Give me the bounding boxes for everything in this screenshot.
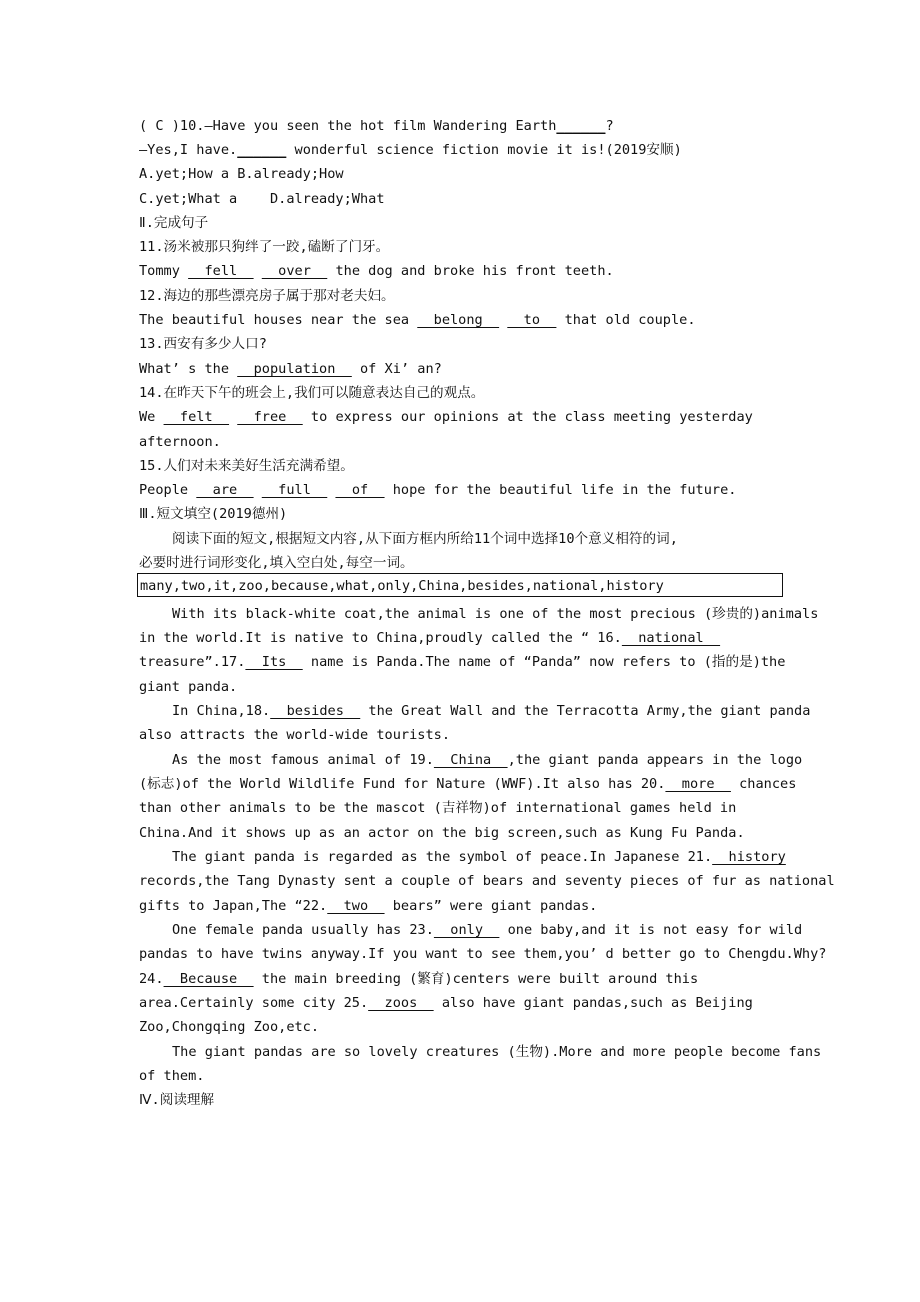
q15-text-1: People bbox=[139, 482, 197, 498]
passage-line-17 bbox=[139, 993, 753, 1015]
passage-line-8 bbox=[139, 774, 796, 796]
q13-text-2: of Xi’ an? bbox=[351, 361, 442, 377]
passage-line-13 bbox=[139, 896, 597, 918]
passage-line-10: China.And it shows up as an actor on the big screen,such as Kung Fu Panda. bbox=[139, 825, 745, 841]
passage-line-1: With its black-white coat,the animal is one of the most precious (珍贵的)animals bbox=[172, 606, 819, 622]
q10-answer-end: wonderful science fiction movie it is!(2019安顺) bbox=[286, 142, 682, 158]
q12-answer-1: belong bbox=[417, 312, 500, 328]
passage-line-9: than other animals to be the mascot (吉祥物)of international games held in bbox=[139, 800, 737, 816]
blank-22-answer: two bbox=[327, 898, 385, 914]
q14-text-1: We bbox=[139, 409, 164, 425]
q10-stem-end: ? bbox=[605, 118, 614, 134]
q15-text-4: hope for the beautiful life in the future. bbox=[384, 482, 737, 498]
q15-english bbox=[139, 480, 736, 502]
passage-text: treasure”.17. bbox=[139, 654, 246, 670]
q10-stem-line bbox=[139, 116, 614, 138]
passage-line-15: pandas to have twins anyway.If you want to see them,you’ d better go to Chengdu.Why? bbox=[139, 946, 827, 962]
q14-text-3: to express our opinions at the class meeting yesterday bbox=[302, 409, 753, 425]
section-3-title: Ⅲ.短文填空(2019德州) bbox=[139, 506, 288, 522]
passage-line-5 bbox=[172, 701, 810, 723]
passage-text: One female panda usually has 23. bbox=[172, 922, 434, 938]
blank-20-answer: more bbox=[665, 776, 731, 792]
blank-25-answer: zoos bbox=[368, 995, 434, 1011]
passage-line-7 bbox=[172, 750, 802, 772]
q10-stem-text: ( C )10.—Have you seen the hot film Wandering Earth bbox=[139, 118, 557, 134]
q14-english bbox=[139, 407, 753, 429]
q11-english bbox=[139, 261, 614, 283]
passage-text: As the most famous animal of 19. bbox=[172, 752, 434, 768]
passage-text: bears” were giant pandas. bbox=[384, 898, 598, 914]
q15-answer-3: of bbox=[335, 482, 385, 498]
q15-answer-2: full bbox=[261, 482, 328, 498]
q12-answer-2: to bbox=[507, 312, 557, 328]
q14-english-cont: afternoon. bbox=[139, 434, 221, 450]
blank-17-answer: Its bbox=[245, 654, 303, 670]
passage-text: the Great Wall and the Terracotta Army,the giant panda bbox=[360, 703, 811, 719]
passage-text: name is Panda.The name of “Panda” now refers to (指的是)the bbox=[302, 654, 786, 670]
passage-text: ,the giant panda appears in the logo bbox=[507, 752, 803, 768]
q15-chinese: 15.人们对未来美好生活充满希望。 bbox=[139, 458, 354, 474]
section-4-title: Ⅳ.阅读理解 bbox=[139, 1092, 215, 1108]
q10-blank-2: ______ bbox=[237, 142, 287, 158]
passage-line-2 bbox=[139, 628, 720, 650]
q12-text-3: that old couple. bbox=[556, 312, 696, 328]
q14-text-2 bbox=[229, 409, 237, 425]
passage-line-12: records,the Tang Dynasty sent a couple of bears and seventy pieces of fur as national bbox=[139, 873, 835, 889]
q15-text-2 bbox=[254, 482, 262, 498]
word-bank-box bbox=[137, 573, 783, 597]
q13-text-1: What’ s the bbox=[139, 361, 238, 377]
q11-text-3: the dog and broke his front teeth. bbox=[327, 263, 614, 279]
passage-text: The giant panda is regarded as the symbol of peace.In Japanese 21. bbox=[172, 849, 713, 865]
section-3-instructions-1: 阅读下面的短文,根据短文内容,从下面方框内所给11个词中选择10个意义相符的词, bbox=[172, 531, 678, 547]
passage-text: (标志)of the World Wildlife Fund for Nature (WWF).It also has 20. bbox=[139, 776, 666, 792]
q14-chinese: 14.在昨天下午的班会上,我们可以随意表达自己的观点。 bbox=[139, 385, 485, 401]
blank-16-answer: national bbox=[621, 630, 721, 646]
q12-english bbox=[139, 310, 696, 332]
q10-options-ab: A.yet;How a B.already;How bbox=[139, 166, 344, 182]
passage-line-3 bbox=[139, 652, 785, 674]
passage-text: also have giant pandas,such as Beijing bbox=[433, 995, 753, 1011]
passage-text: the main breeding (繁育)centers were built around this bbox=[253, 971, 699, 987]
word-bank-words: many,two,it,zoo,because,what,only,China,besides,national,history bbox=[140, 578, 664, 594]
blank-19-answer: China bbox=[433, 752, 508, 768]
blank-21-answer: history bbox=[712, 849, 786, 865]
q11-answer-2: over bbox=[261, 263, 328, 279]
q11-text-1: Tommy bbox=[139, 263, 189, 279]
section-2-title: Ⅱ.完成句子 bbox=[139, 215, 209, 231]
passage-line-19: The giant pandas are so lovely creatures (生物).More and more people become fans bbox=[172, 1044, 822, 1060]
blank-24-answer: Because bbox=[163, 971, 254, 987]
passage-line-6: also attracts the world-wide tourists. bbox=[139, 727, 450, 743]
passage-text: in the world.It is native to China,proudly called the “ 16. bbox=[139, 630, 622, 646]
passage-text: area.Certainly some city 25. bbox=[139, 995, 369, 1011]
q14-answer-1: felt bbox=[163, 409, 230, 425]
q11-chinese: 11.汤米被那只狗绊了一跤,磕断了门牙。 bbox=[139, 239, 390, 255]
section-3-instructions-2: 必要时进行词形变化,填入空白处,每空一词。 bbox=[139, 555, 414, 571]
q15-answer-1: are bbox=[196, 482, 254, 498]
passage-text: chances bbox=[730, 776, 797, 792]
blank-18-answer: besides bbox=[270, 703, 361, 719]
passage-line-14 bbox=[172, 920, 802, 942]
passage-line-18: Zoo,Chongqing Zoo,etc. bbox=[139, 1019, 320, 1035]
passage-line-16 bbox=[139, 969, 698, 991]
passage-line-11 bbox=[172, 847, 786, 869]
passage-line-20: of them. bbox=[139, 1068, 205, 1084]
passage-text: one baby,and it is not easy for wild bbox=[499, 922, 803, 938]
passage-line-4: giant panda. bbox=[139, 679, 238, 695]
q11-answer-1: fell bbox=[188, 263, 254, 279]
q12-text-1: The beautiful houses near the sea bbox=[139, 312, 418, 328]
q12-chinese: 12.海边的那些漂亮房子属于那对老夫妇。 bbox=[139, 288, 395, 304]
q13-english bbox=[139, 359, 442, 381]
passage-text: In China,18. bbox=[172, 703, 271, 719]
q13-answer-1: population bbox=[237, 361, 352, 377]
q10-answer-line bbox=[139, 140, 682, 162]
q14-answer-2: free bbox=[237, 409, 303, 425]
q11-text-2 bbox=[254, 263, 262, 279]
passage-text: gifts to Japan,The “22. bbox=[139, 898, 328, 914]
passage-text: 24. bbox=[139, 971, 164, 987]
q10-blank-1: ______ bbox=[556, 118, 606, 134]
q10-answer-text: —Yes,I have. bbox=[139, 142, 238, 158]
q10-options-cd: C.yet;What a D.already;What bbox=[139, 191, 385, 207]
blank-23-answer: only bbox=[433, 922, 500, 938]
q13-chinese: 13.西安有多少人口? bbox=[139, 336, 267, 352]
